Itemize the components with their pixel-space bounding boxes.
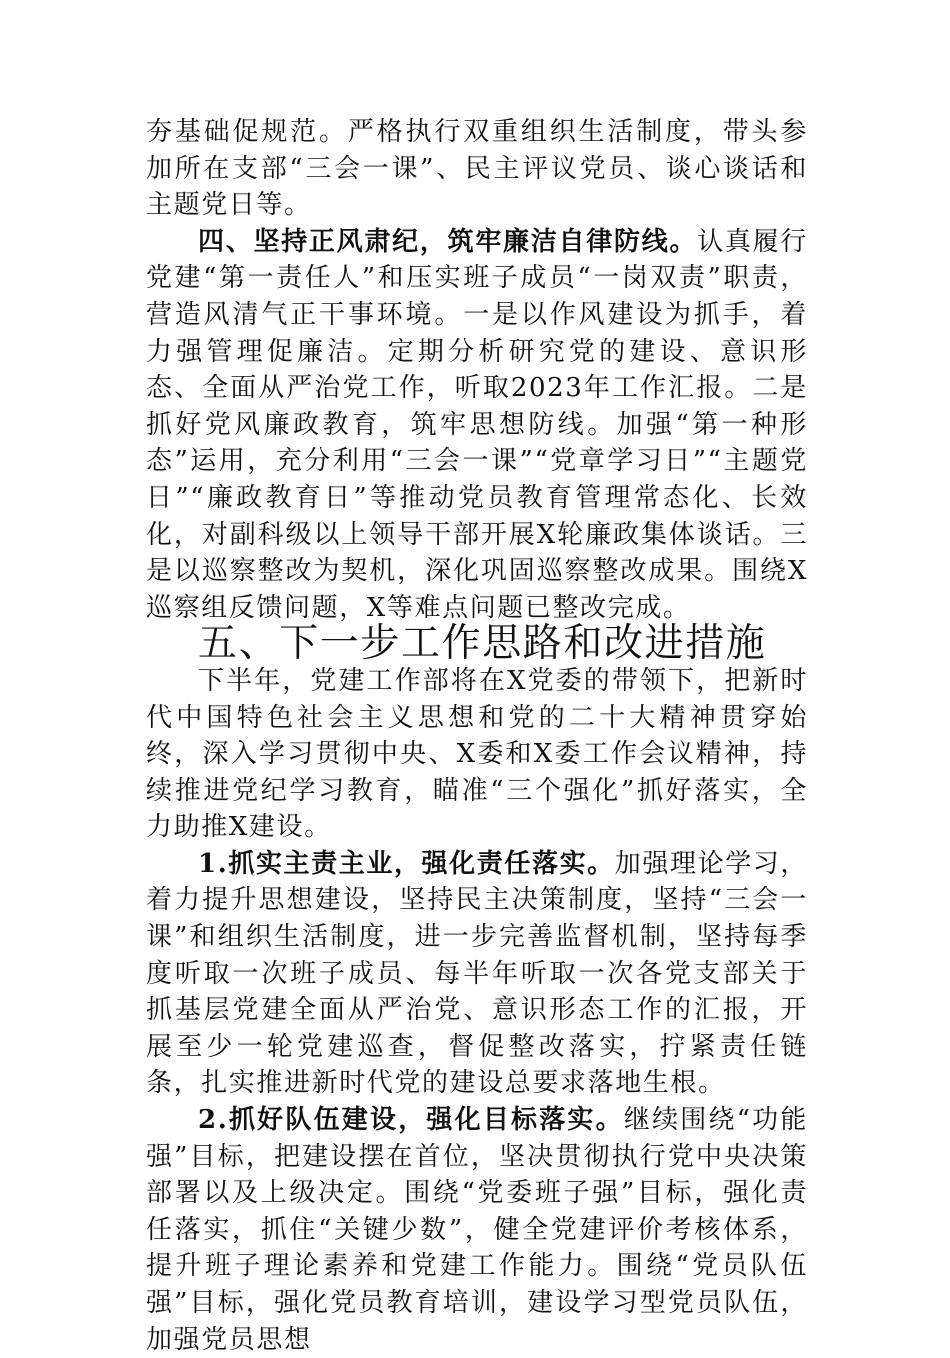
document-page [146, 114, 808, 1358]
item-one-heading: 1.抓实主责主业，强化责任落实。 [198, 848, 615, 879]
item-two-body: 继续围绕“功能强”目标，把建设摆在首位，坚决贯彻执行党中央决策部署以及上级决定。围绕“党委班子强”目标，强化责任落实，抓住“关键少数”，健全党建评价考核体系，提升班子理论素养和党建工作能力。围绕“党员队伍强”目标，强化党员教育培训，建设学习型党员队伍，加强党员思想 [146, 1105, 809, 1355]
paragraph-next-steps-intro: 下半年，党建工作部将在X党委的带领下，把新时代中国特色社会主义思想和党的二十大精神贯穿始终，深入学习贯彻中央、X委和X委工作会议精神，持续推进党纪学习教育，瞄准“三个强化”抓好落实，全力助推X建设。 [146, 665, 809, 843]
item-one-body: 加强理论学习，着力提升思想建设，坚持民主决策制度，坚持“三会一课”和组织生活制度，进一步完善监督机制，坚持每季度听取一次班子成员、每半年听取一次各党支部关于抓基层党建全面从严治党、意识形态工作的汇报，开展至少一轮党建巡查，督促整改落实，拧紧责任链条，扎实推进新时代党的建设总要求落地生根。 [146, 848, 808, 1099]
paragraph-item-one [146, 846, 808, 1102]
section-four-heading: 四、坚持正风肃纪，筑牢廉洁自律防线。 [198, 226, 698, 257]
section-four-body: 认真履行党建“第一责任人”和压实班子成员“一岗双责”职责，营造风清气正干事环境。一是以作风建设为抓手，着力强管理促廉洁。定期分析研究党的建设、意识形态、全面从严治党工作，听取2023年工作汇报。二是抓好党风廉政教育，筑牢思想防线。加强“第一种形态”运用，充分利用“三会一课”“党章学习日”“主题党日”“廉政教育日”等推动党员教育管理常态化、长效化，对副科级以上领导干部开展X轮廉政集体谈话。三是以巡察整改为契机，深化巩固巡察整改成果。围绕X巡察组反馈问题，X等难点问题已整改完成。 [146, 226, 808, 623]
paragraph-item-two [146, 1102, 808, 1358]
paragraph-continued: 夯基础促规范。严格执行双重组织生活制度，带头参加所在支部“三会一课”、民主评议党员、谈心谈话和主题党日等。 [146, 117, 808, 221]
paragraph-section-four [146, 224, 808, 627]
item-two-heading: 2.抓好队伍建设，强化目标落实。 [198, 1105, 624, 1136]
section-five-heading: 五、下一步工作思路和改进措施 [198, 621, 767, 667]
